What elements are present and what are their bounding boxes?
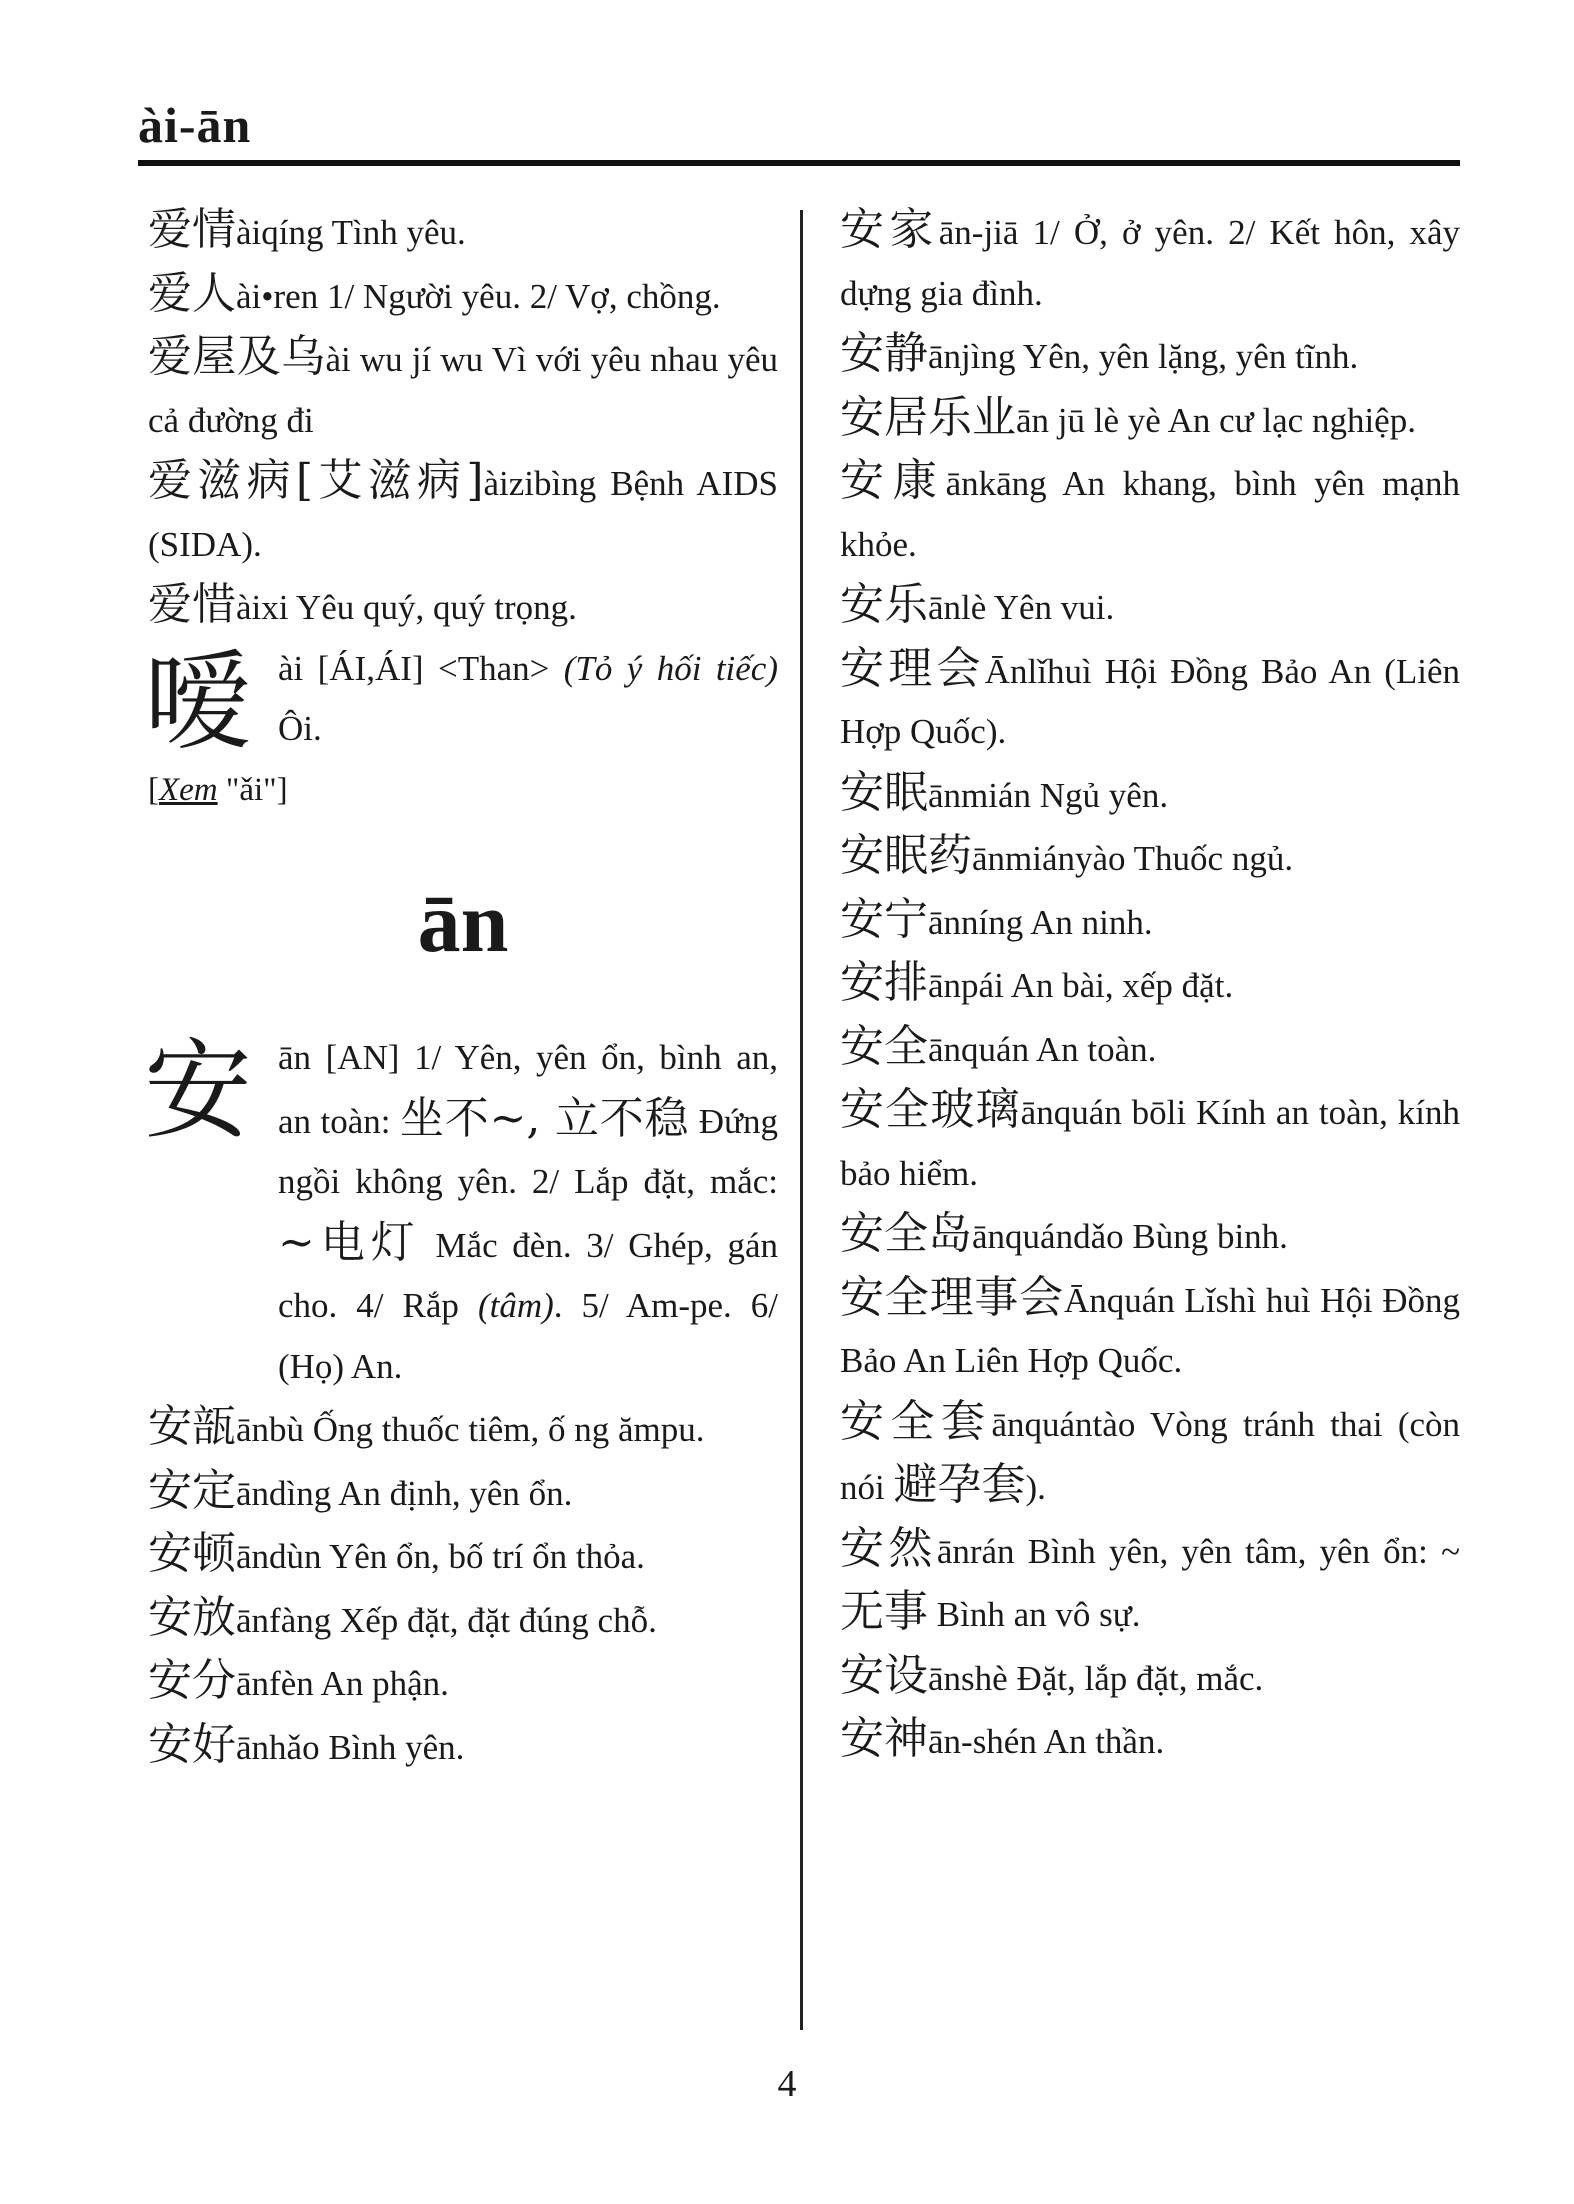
example-hanzi: ~电灯 bbox=[278, 1216, 421, 1268]
entry-hanzi: 安好 bbox=[148, 1718, 236, 1770]
entry-definition: ānmián Ngủ yên. bbox=[928, 775, 1169, 815]
dictionary-entry bbox=[840, 1204, 1460, 1268]
dictionary-entry bbox=[148, 1651, 778, 1715]
entry-definition: āndìng An định, yên ổn. bbox=[236, 1473, 573, 1513]
headword-def: ān [AN] 1/ Yên, yên ổn, bình an, an toàn: bbox=[278, 1038, 778, 1141]
entry-hanzi: 安宁 bbox=[840, 893, 928, 945]
entry-hanzi: 安理会 bbox=[840, 642, 985, 694]
dictionary-entry bbox=[840, 1646, 1460, 1710]
section-heading: ān bbox=[417, 874, 509, 970]
dictionary-entry bbox=[840, 1017, 1460, 1081]
entry-definition: ānníng An ninh. bbox=[928, 902, 1153, 942]
dictionary-entry bbox=[840, 575, 1460, 639]
entry-definition: ānquántào Vòng tránh thai (còn nói bbox=[840, 1404, 1461, 1507]
headword-def: Mắc đèn. 3/ Ghép, gán cho. 4/ Rắp bbox=[278, 1225, 778, 1325]
dictionary-entry bbox=[840, 324, 1460, 388]
dictionary-entry bbox=[840, 451, 1460, 575]
entry-hanzi: 安全理事会 bbox=[840, 1271, 1065, 1323]
entry-hanzi: 安全 bbox=[840, 1020, 928, 1072]
entry-hanzi: 安静 bbox=[840, 328, 928, 379]
dictionary-entry bbox=[148, 1524, 778, 1588]
running-head: ài-ān bbox=[138, 97, 252, 153]
example-hanzi: 坐不~, 立不稳 bbox=[400, 1092, 690, 1144]
entry-definition: Bình an vô sự. bbox=[928, 1595, 1141, 1634]
entry-hanzi: 安全玻璃 bbox=[840, 1084, 1021, 1135]
entry-hanzi: 避孕套 bbox=[893, 1459, 1026, 1510]
dictionary-entry bbox=[840, 890, 1460, 954]
see-word: Xem bbox=[159, 771, 218, 808]
entry-hanzi: 爱惜 bbox=[148, 579, 236, 630]
entry-definition: àiqíng Tình yêu. bbox=[236, 213, 466, 252]
entry-hanzi: 安全岛 bbox=[840, 1208, 972, 1259]
entry-hanzi: 安分 bbox=[148, 1655, 236, 1706]
dictionary-entry bbox=[148, 1588, 778, 1652]
entry-hanzi: 爱情 bbox=[148, 204, 236, 255]
dictionary-entry bbox=[840, 388, 1460, 452]
entry-definition: àizibìng Bệnh AIDS (SIDA). bbox=[148, 464, 778, 564]
dictionary-entry bbox=[840, 200, 1460, 324]
entry-definition: ānkāng An khang, bình yên mạnh khỏe. bbox=[840, 464, 1461, 564]
entry-hanzi: 爱屋及乌 bbox=[148, 331, 326, 382]
headword-note: (tâm) bbox=[477, 1286, 554, 1325]
dictionary-entry bbox=[840, 826, 1460, 890]
entry-hanzi: 安然 bbox=[840, 1522, 937, 1574]
dictionary-entry bbox=[840, 1392, 1460, 1519]
entry-definition: ānfèn An phận. bbox=[236, 1664, 449, 1703]
header-rule bbox=[138, 160, 1460, 166]
dictionary-entry bbox=[840, 1080, 1460, 1204]
entry-definition: ānfàng Xếp đặt, đặt đúng chỗ. bbox=[236, 1600, 657, 1640]
headword-def-end: Ôi. bbox=[278, 709, 322, 748]
entry-definition: ānhǎo Bình yên. bbox=[236, 1727, 465, 1767]
dictionary-entry bbox=[148, 1715, 778, 1779]
entry-definition: Ānquán Lǐshì huì Hội Đồng Bảo An Liên Hợp Quốc. bbox=[840, 1280, 1461, 1380]
dictionary-entry bbox=[148, 264, 778, 328]
entry-definition: ). bbox=[1025, 1468, 1046, 1507]
entry-definition: ānquándǎo Bùng binh. bbox=[972, 1217, 1288, 1256]
page-header bbox=[138, 96, 1458, 154]
entry-hanzi: 无事 bbox=[840, 1586, 928, 1637]
page-number: 4 bbox=[777, 2063, 797, 2105]
left-column bbox=[144, 200, 778, 1778]
dictionary-entry bbox=[148, 451, 778, 575]
dictionary-entry bbox=[840, 1519, 1460, 1646]
entry-definition: ānjìng Yên, yên lặng, yên tĩnh. bbox=[928, 337, 1359, 376]
entry-definition: ānquán bōli Kính an toàn, kính bảo hiểm. bbox=[840, 1093, 1460, 1193]
headword-char: 安 bbox=[144, 1029, 253, 1154]
headword-def: ài [ÁI,ÁI] <Than> bbox=[278, 648, 564, 688]
entry-hanzi: 爱人 bbox=[148, 267, 236, 319]
entry-hanzi: 爱滋病[艾滋病] bbox=[148, 455, 484, 506]
headword-char: 嗳 bbox=[144, 639, 253, 765]
entry-hanzi: 安全套 bbox=[840, 1395, 992, 1447]
entry-hanzi: 安排 bbox=[840, 957, 928, 1008]
entry-definition: ān-shén An thần. bbox=[928, 1722, 1165, 1761]
see-open: [ bbox=[148, 771, 159, 808]
headword-entry-ai bbox=[144, 639, 778, 765]
left-entries-top bbox=[148, 200, 778, 639]
entry-definition: ānshè Đặt, lắp đặt, mắc. bbox=[928, 1658, 1264, 1698]
dictionary-entry bbox=[840, 639, 1460, 763]
entry-definition: ānpái An bài, xếp đặt. bbox=[928, 966, 1234, 1005]
entry-definition: àixi Yêu quý, quý trọng. bbox=[236, 588, 577, 627]
entry-hanzi: 安设 bbox=[840, 1649, 928, 1701]
right-entries bbox=[840, 200, 1460, 1773]
entry-hanzi: 安乐 bbox=[840, 579, 928, 630]
entry-definition: Ānlǐhuì Hội Đồng Bảo An (Liên Hợp Quốc). bbox=[840, 651, 1460, 751]
headword-def: Đứng ngồi không yên. 2/ Lắp đặt, mắc: bbox=[278, 1101, 778, 1201]
entry-hanzi: 安瓿 bbox=[148, 1401, 236, 1452]
dictionary-entry bbox=[148, 575, 778, 639]
see-target: "ǎi"] bbox=[217, 771, 288, 808]
entry-hanzi: 安居乐业 bbox=[840, 391, 1016, 443]
column-divider bbox=[800, 210, 803, 2030]
dictionary-entry bbox=[148, 200, 778, 264]
entry-definition: ānrán Bình yên, yên tâm, yên ổn: ~ bbox=[936, 1531, 1460, 1571]
entry-definition: ānmiányào Thuốc ngủ. bbox=[972, 839, 1294, 878]
entry-definition: ài•ren 1/ Người yêu. 2/ Vợ, chồng. bbox=[236, 276, 721, 316]
entry-definition: ānlè Yên vui. bbox=[928, 588, 1115, 627]
entry-definition: āndùn Yên ổn, bố trí ổn thỏa. bbox=[236, 1537, 645, 1576]
entry-definition: ān-jiā 1/ Ở, ở yên. 2/ Kết hôn, xây dựng gia đình. bbox=[840, 213, 1460, 313]
dictionary-entry bbox=[148, 1461, 778, 1525]
entry-hanzi: 安康 bbox=[840, 455, 946, 506]
entry-hanzi: 安定 bbox=[148, 1464, 236, 1516]
entry-definition: ān jū lè yè An cư lạc nghiệp. bbox=[1016, 400, 1416, 440]
entry-hanzi: 安放 bbox=[148, 1591, 236, 1643]
headword-def: . 5/ Am-pe. 6/ (Họ) An. bbox=[278, 1286, 778, 1386]
dictionary-entry bbox=[148, 327, 778, 451]
entry-hanzi: 安眠药 bbox=[840, 830, 972, 881]
dictionary-entry bbox=[840, 953, 1460, 1017]
entry-definition: ài wu jí wu Vì với yêu nhau yêu cả đường đi bbox=[148, 340, 778, 440]
headword-entry-an bbox=[144, 1028, 778, 1397]
dictionary-entry bbox=[840, 1268, 1460, 1392]
headword-note: (Tỏ ý hối tiếc) bbox=[563, 648, 778, 688]
see-also bbox=[148, 760, 778, 821]
entry-hanzi: 安眠 bbox=[840, 766, 928, 818]
entry-hanzi: 安神 bbox=[840, 1713, 928, 1764]
dictionary-entry bbox=[840, 1709, 1460, 1773]
left-entries-bottom bbox=[148, 1397, 778, 1778]
dictionary-entry bbox=[840, 763, 1460, 827]
entry-definition: ānquán An toàn. bbox=[928, 1029, 1157, 1069]
entry-definition: ānbù Ống thuốc tiêm, ố ng ămpu. bbox=[236, 1410, 705, 1449]
entry-hanzi: 安家 bbox=[840, 204, 939, 255]
dictionary-entry bbox=[148, 1397, 778, 1461]
right-column bbox=[840, 200, 1460, 1773]
entry-hanzi: 安顿 bbox=[148, 1528, 236, 1579]
